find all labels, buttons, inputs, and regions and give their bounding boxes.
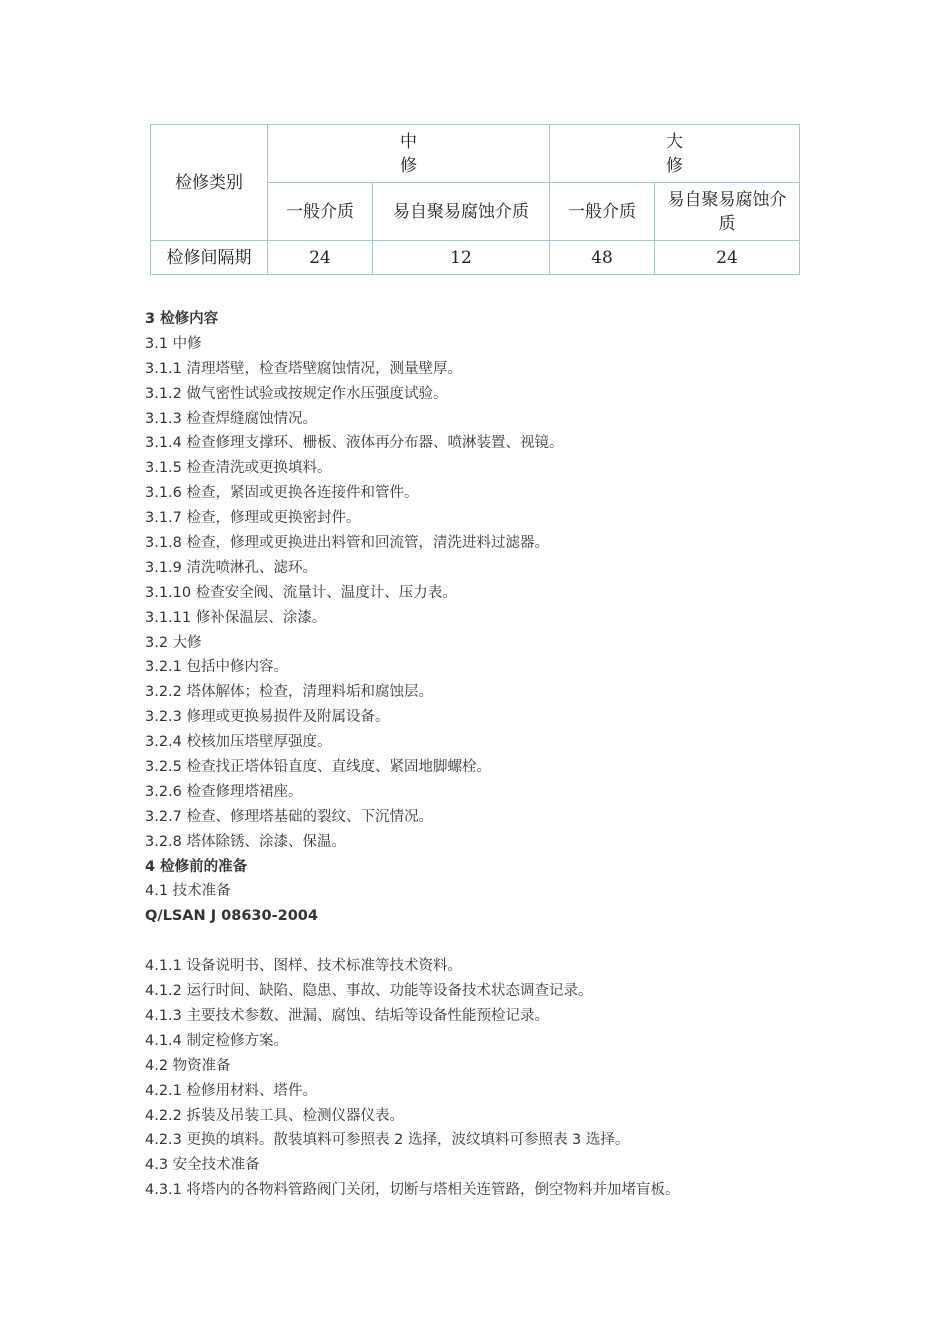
- medium-general-medium-header: 一般介质: [268, 183, 373, 241]
- major-repair-header: [550, 125, 800, 183]
- major-corrosive-line-1: 易自聚易腐蚀介: [667, 189, 787, 210]
- subsection-heading: 3.1 中修: [145, 335, 202, 352]
- clause-line: 3.1.7 检查，修理或更换密封件。: [145, 510, 361, 527]
- clause-line: 4.1.2 运行时间、缺陷、隐患、事故、功能等设备技术状态调查记录。: [145, 983, 593, 1000]
- medium-repair-char-2: 修: [400, 155, 417, 176]
- clause-line: 4.1.3 主要技术参数、泄漏、腐蚀、结垢等设备性能预检记录。: [145, 1007, 550, 1024]
- clause-line: 3.1.10 检查安全阀、流量计、温度计、压力表。: [145, 584, 457, 601]
- section-heading: 3 检修内容: [145, 311, 219, 327]
- document-body: [145, 307, 845, 1203]
- clause-line: 3.1.5 检查清洗或更换填料。: [145, 460, 332, 477]
- major-corrosive-line-2: 质: [718, 213, 736, 234]
- clause-line: 3.2.4 校核加压塔壁厚强度。: [145, 734, 332, 751]
- subsection-heading: 4.2 物资准备: [145, 1057, 231, 1074]
- major-repair-char-1: 大: [666, 131, 683, 152]
- clause-line: 4.3.1 将塔内的各物料管路阀门关闭，切断与塔相关连管路，倒空物料并加堵盲板。: [145, 1182, 680, 1199]
- interval-value-medium-corrosive: 12: [373, 241, 550, 275]
- medium-repair-header: [268, 125, 550, 183]
- section-heading: 4 检修前的准备: [145, 858, 248, 875]
- subsection-heading: 4.1 技术准备: [145, 883, 231, 900]
- category-header-cell: 检修类别: [151, 125, 268, 241]
- clause-line: 3.2.1 包括中修内容。: [145, 659, 289, 676]
- clause-line: 4.1.1 设备说明书、图样、技术标准等技术资料。: [145, 958, 463, 975]
- clause-line: 3.2.3 修理或更换易损件及附属设备。: [145, 709, 390, 726]
- major-repair-char-2: 修: [666, 155, 683, 176]
- clause-line: 3.2.2 塔体解体；检查，清理料垢和腐蚀层。: [145, 684, 434, 701]
- clause-line: 3.1.6 检查，紧固或更换各连接件和管件。: [145, 485, 419, 502]
- subsection-heading: 4.3 安全技术准备: [145, 1157, 260, 1174]
- interval-value-medium-general: 24: [268, 241, 373, 275]
- clause-line: 3.1.1 清理塔壁，检查塔壁腐蚀情况，测量壁厚。: [145, 360, 463, 377]
- repair-interval-table: [150, 124, 800, 275]
- clause-line: 3.1.3 检查焊缝腐蚀情况。: [145, 410, 318, 427]
- clause-line: 4.1.4 制定检修方案。: [145, 1032, 289, 1049]
- clause-line: 3.1.4 检查修理支撑环、栅板、液体再分布器、喷淋装置、视镜。: [145, 435, 564, 452]
- clause-line: 3.2.6 检查修理塔裙座。: [145, 783, 303, 800]
- clause-line: 4.2.3 更换的填料。散装填料可参照表 2 选择，波纹填料可参照表 3 选择。: [145, 1132, 630, 1149]
- document-standard-code: Q/LSAN J 08630-2004: [145, 908, 318, 925]
- medium-repair-char-1: 中: [400, 131, 417, 152]
- medium-corrosive-medium-header: 易自聚易腐蚀介质: [373, 183, 550, 241]
- blank-line: [145, 929, 845, 954]
- clause-line: 3.2.7 检查、修理塔基础的裂纹、下沉情况。: [145, 808, 434, 825]
- major-corrosive-medium-header: [655, 183, 800, 241]
- clause-line: 3.1.8 检查，修理或更换进出料管和回流管，清洗进料过滤器。: [145, 535, 550, 552]
- interval-value-major-corrosive: 24: [655, 241, 800, 275]
- interval-value-major-general: 48: [550, 241, 655, 275]
- major-general-medium-header: 一般介质: [550, 183, 655, 241]
- clause-line: 4.2.2 拆装及吊装工具、检测仪器仪表。: [145, 1107, 405, 1124]
- clause-line: 3.1.2 做气密性试验或按规定作水压强度试验。: [145, 385, 448, 402]
- subsection-heading: 3.2 大修: [145, 634, 202, 651]
- clause-line: 4.2.1 检修用材料、塔件。: [145, 1082, 318, 1099]
- interval-label-cell: 检修间隔期: [151, 241, 268, 275]
- clause-line: 3.1.11 修补保温层、涂漆。: [145, 609, 327, 626]
- clause-line: 3.1.9 清洗喷淋孔、滤环。: [145, 559, 318, 576]
- clause-line: 3.2.5 检查找正塔体铅直度、直线度、紧固地脚螺栓。: [145, 759, 492, 776]
- clause-line: 3.2.8 塔体除锈、涂漆、保温。: [145, 833, 347, 850]
